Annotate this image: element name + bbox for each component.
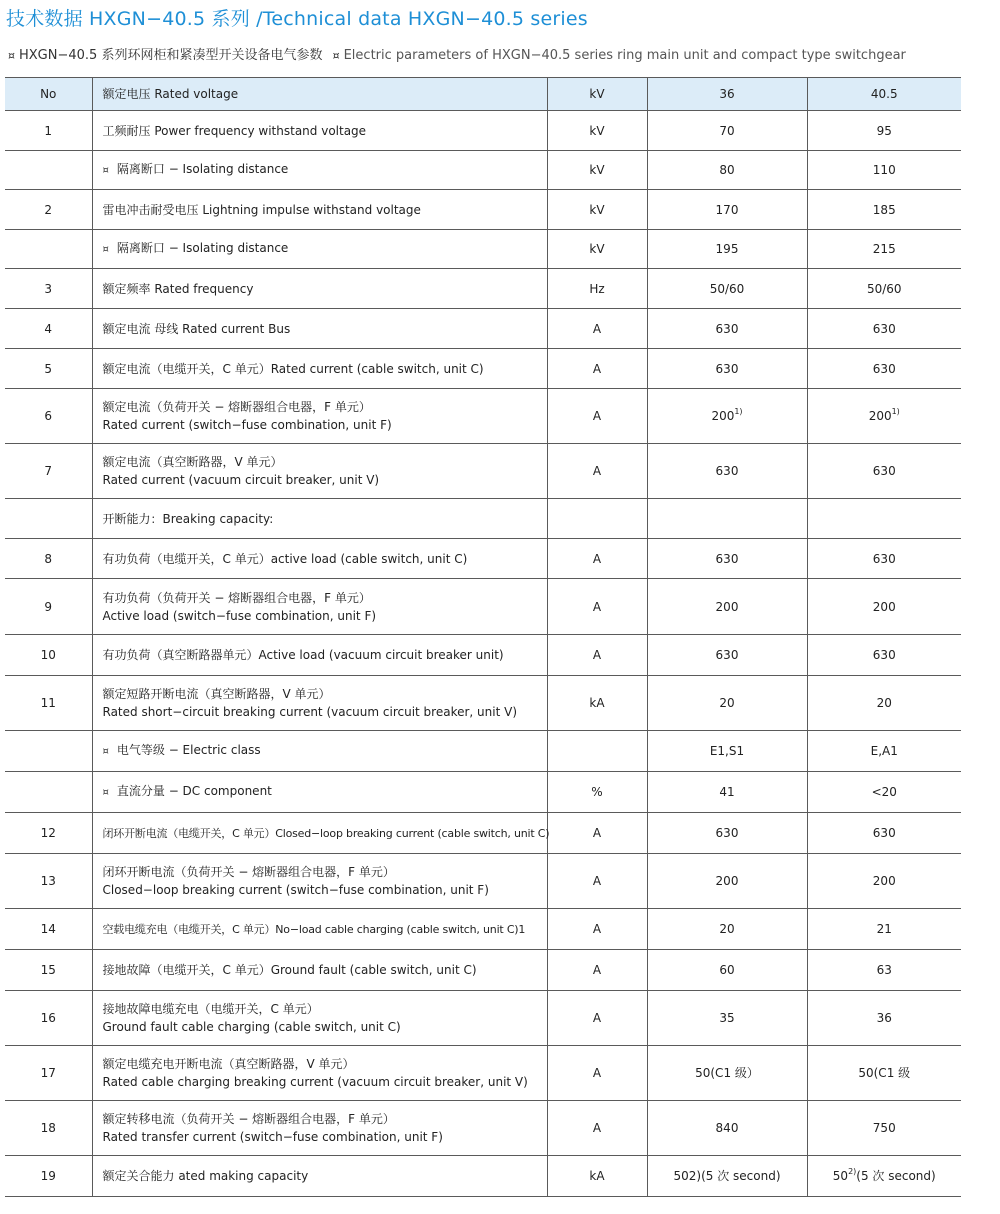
header-value-36: 36 [647,78,807,111]
row-value-40-5 [807,676,961,731]
row-value-40-5 [807,190,961,230]
value-text: 195 [715,242,739,256]
table-row [5,772,961,813]
table-row [5,635,961,676]
value-text: <20 [871,785,897,799]
row-value-40-5 [807,579,961,635]
parameter-label: 额定转移电流（负荷开关 − 熔断器组合电器，F 单元） [102,1112,395,1126]
row-number: 6 [5,389,92,444]
parameter-label: 有功负荷（真空断路器单元）Active load (vacuum circuit breaker unit) [102,648,504,662]
row-value-36 [647,1156,807,1197]
value-text: 185 [872,202,896,217]
value-text: 215 [872,242,896,256]
parameter-label: 隔离断口 − Isolating distance [116,241,289,255]
parameter-label: 额定电流（负荷开关 − 熔断器组合电器，F 单元） [102,400,371,414]
row-parameter [92,1156,547,1197]
table-row [5,499,961,539]
row-parameter [92,1101,547,1156]
value-text: 170 [715,202,739,217]
row-unit: kV [547,151,647,190]
row-value-40-5 [807,269,961,309]
row-unit: A [547,309,647,349]
row-value-40-5 [807,991,961,1046]
row-unit: kV [547,230,647,269]
parameter-label: 接地故障电缆充电（电缆开关，C 单元） [102,1002,319,1016]
row-parameter [92,676,547,731]
bullet-mark: ¤ [102,746,109,757]
value-text: 630 [715,464,739,478]
row-unit: A [547,1101,647,1156]
value-text: 200 [711,409,735,423]
value-text: 630 [872,551,896,566]
row-value-36 [647,499,807,539]
row-number: 16 [5,991,92,1046]
row-value-40-5 [807,349,961,389]
row-unit: % [547,772,647,813]
row-number: 18 [5,1101,92,1156]
row-value-36 [647,389,807,444]
parameter-label-en: Ground fault cable charging (cable switch, unit C) [102,1020,401,1034]
value-text: 630 [872,648,896,662]
row-parameter [92,111,547,151]
value-text: 21 [876,922,892,936]
bullet-mark: ¤ [332,49,340,62]
row-number: 8 [5,539,92,579]
row-unit [547,731,647,772]
parameter-label: 额定电缆充电开断电流（真空断路器，V 单元） [102,1057,355,1071]
parameter-label: 隔离断口 − Isolating distance [116,162,289,176]
value-text: 840 [715,1121,739,1135]
row-value-36 [647,854,807,909]
table-row [5,444,961,499]
value-text: 20 [719,696,735,710]
row-unit: A [547,909,647,950]
page-title: 技术数据 HXGN−40.5 系列 /Technical data HXGN−40.5 series [6,8,588,30]
technical-data-table [5,77,961,1197]
row-number: 1 [5,111,92,151]
row-value-36 [647,111,807,151]
row-parameter [92,854,547,909]
parameter-label: 电气等级 − Electric class [116,743,261,757]
value-text: 630 [872,826,896,840]
row-value-40-5 [807,389,961,444]
row-unit: Hz [547,269,647,309]
row-value-40-5 [807,909,961,950]
row-value-36 [647,269,807,309]
parameter-label-en: Rated current (switch−fuse combination, unit F) [102,418,392,432]
row-value-36 [647,579,807,635]
row-value-36 [647,1101,807,1156]
value-text: 20 [719,922,735,936]
subtitle-cn: HXGN−40.5 系列环网柜和紧凑型开关设备电气参数 [19,48,323,63]
parameter-label-en: Rated cable charging breaking current (vacuum circuit breaker, unit V) [102,1075,528,1089]
row-unit: A [547,539,647,579]
row-value-36 [647,539,807,579]
row-number: 17 [5,1046,92,1101]
row-value-40-5 [807,151,961,190]
value-text: 50 [832,1169,849,1183]
row-number: 11 [5,676,92,731]
value-text: 41 [719,785,735,799]
row-number: 13 [5,854,92,909]
value-text: 50/60 [866,281,902,296]
value-text: 200 [872,874,896,888]
row-number: 2 [5,190,92,230]
row-value-40-5 [807,1156,961,1197]
value-text: 80 [719,163,735,177]
parameter-label-en: Rated transfer current (switch−fuse combination, unit F) [102,1130,443,1144]
row-unit: A [547,991,647,1046]
value-text: 630 [872,361,896,376]
row-value-36 [647,772,807,813]
row-number: 10 [5,635,92,676]
row-number: 14 [5,909,92,950]
row-value-36 [647,1046,807,1101]
bullet-mark: ¤ [102,244,109,255]
row-number: 12 [5,813,92,854]
value-text: E,A1 [870,744,898,758]
row-value-40-5 [807,444,961,499]
row-parameter [92,269,547,309]
row-value-36 [647,813,807,854]
row-parameter [92,151,547,190]
parameter-label-en: Rated current (vacuum circuit breaker, unit V) [102,473,380,487]
row-parameter [92,731,547,772]
table-row [5,111,961,151]
table-row [5,854,961,909]
parameter-label: 闭环开断电流（电缆开关，C 单元）Closed−loop breaking current (cable switch, unit C) [102,826,550,840]
value-text: 200 [715,874,739,888]
table-row [5,579,961,635]
table-row [5,230,961,269]
table-row [5,1101,961,1156]
row-value-36 [647,230,807,269]
row-number [5,499,92,539]
table-row [5,1156,961,1197]
row-value-40-5 [807,772,961,813]
parameter-label: 直流分量 − DC component [116,784,272,798]
row-parameter [92,389,547,444]
parameter-label: 额定电流 母线 Rated current Bus [102,321,291,336]
row-value-36 [647,991,807,1046]
table-row [5,190,961,230]
parameter-label: 额定关合能力 ated making capacity [102,1169,309,1183]
parameter-label: 接地故障（电缆开关，C 单元）Ground fault (cable switch, unit C) [102,963,477,977]
table-row [5,909,961,950]
row-unit: A [547,389,647,444]
parameter-label: 雷电冲击耐受电压 Lightning impulse withstand voltage [102,202,421,217]
row-unit: A [547,349,647,389]
row-value-36 [647,349,807,389]
row-parameter [92,813,550,854]
header-no: No [5,78,92,111]
row-value-36 [647,190,807,230]
row-number: 5 [5,349,92,389]
row-unit [547,499,647,539]
row-parameter [92,579,547,635]
value-text: 63 [876,963,892,977]
subtitle-en: Electric parameters of HXGN−40.5 series ring main unit and compact type switchgear [343,48,906,63]
row-parameter [92,309,547,349]
table-row [5,389,961,444]
row-parameter [92,349,547,389]
row-unit: A [547,813,647,854]
value-text: 95 [876,123,892,138]
page-subtitle [8,44,906,63]
parameter-label-en: Rated short−circuit breaking current (vacuum circuit breaker, unit V) [102,705,517,719]
parameter-label: 闭环开断电流（负荷开关 − 熔断器组合电器，F 单元） [102,865,395,879]
value-text: 630 [715,361,739,376]
row-value-40-5 [807,950,961,991]
value-text: 630 [715,551,739,566]
row-parameter [92,190,547,230]
bullet-mark: ¤ [102,787,109,798]
value-tail: (5 次 second) [856,1169,936,1183]
row-parameter [92,991,547,1046]
value-text: 630 [715,826,739,840]
row-unit: kV [547,190,647,230]
row-unit: A [547,950,647,991]
row-value-36 [647,635,807,676]
row-unit: A [547,579,647,635]
row-number: 19 [5,1156,92,1197]
row-value-40-5 [807,813,961,854]
table-header-row [5,78,961,111]
value-text: 630 [715,648,739,662]
row-value-40-5 [807,499,961,539]
value-text: 50(C1 级 [858,1066,911,1080]
parameter-label: 有功负荷（负荷开关 − 熔断器组合电器，F 单元） [102,590,371,605]
value-text: 20 [876,696,892,710]
row-parameter [92,950,547,991]
value-text: 60 [719,963,735,977]
row-number: 4 [5,309,92,349]
row-number [5,731,92,772]
value-text: 70 [719,123,735,138]
row-number: 9 [5,579,92,635]
parameter-label-en: Closed−loop breaking current (switch−fuse combination, unit F) [102,883,489,897]
row-number: 3 [5,269,92,309]
footnote-mark: 1) [734,407,743,416]
row-value-36 [647,950,807,991]
table-row [5,269,961,309]
table-row [5,349,961,389]
value-text: 50(C1 级） [695,1066,759,1080]
parameter-label: 额定频率 Rated frequency [102,281,254,296]
parameter-label: 额定电流（电缆开关，C 单元）Rated current (cable switch, unit C) [102,361,484,376]
row-parameter [92,1046,547,1101]
row-value-40-5 [807,1101,961,1156]
header-parameter: 额定电压 Rated voltage [92,78,547,111]
row-value-36 [647,731,807,772]
parameter-label: 额定电流（真空断路器，V 单元） [102,455,283,469]
parameter-label: 额定短路开断电流（真空断路器，V 单元） [102,687,331,701]
row-value-40-5 [807,111,961,151]
row-parameter [92,230,547,269]
row-number [5,151,92,190]
row-parameter [92,772,547,813]
table-row [5,731,961,772]
table-row [5,1046,961,1101]
value-text: 36 [876,1011,892,1025]
table-row [5,151,961,190]
value-text: 630 [872,321,896,336]
value-text: 35 [719,1011,735,1025]
row-unit: kA [547,676,647,731]
row-number [5,772,92,813]
row-unit: A [547,1046,647,1101]
parameter-label: 工频耐压 Power frequency withstand voltage [102,123,367,138]
value-text: 200 [872,599,896,614]
row-unit: kA [547,1156,647,1197]
table-row [5,813,961,854]
value-text: 750 [872,1121,896,1135]
header-unit: kV [547,78,647,111]
value-text: 50/60 [709,281,745,296]
value-text: 630 [715,321,739,336]
parameter-label: 空载电缆充电（电缆开关，C 单元）No−load cable charging (cable switch, unit C)1 [102,922,526,936]
value-text: 110 [872,163,896,177]
parameter-label: 开断能力：Breaking capacity: [102,511,274,526]
row-parameter [92,539,547,579]
row-parameter [92,909,547,950]
row-value-40-5 [807,731,961,772]
value-text: E1,S1 [709,744,745,758]
row-value-36 [647,676,807,731]
value-text: 502)(5 次 second) [673,1169,781,1183]
row-value-40-5 [807,230,961,269]
bullet-mark: ¤ [8,49,15,62]
row-parameter [92,444,547,499]
header-value-40-5: 40.5 [807,78,961,111]
row-value-36 [647,151,807,190]
row-number: 7 [5,444,92,499]
row-number: 15 [5,950,92,991]
row-number [5,230,92,269]
row-parameter [92,499,547,539]
row-unit: A [547,444,647,499]
value-text: 200 [715,599,739,614]
footnote-mark: 1) [891,407,900,416]
table-row [5,539,961,579]
row-unit: A [547,854,647,909]
row-value-40-5 [807,854,961,909]
row-value-40-5 [807,309,961,349]
value-text: 630 [872,464,896,478]
table-row [5,991,961,1046]
value-text: 200 [868,409,892,423]
table-row [5,309,961,349]
row-value-40-5 [807,539,961,579]
bullet-mark: ¤ [102,165,109,176]
row-value-36 [647,909,807,950]
row-unit: kV [547,111,647,151]
parameter-label-en: Active load (switch−fuse combination, unit F) [102,608,377,623]
row-value-40-5 [807,1046,961,1101]
row-value-36 [647,444,807,499]
table-row [5,950,961,991]
parameter-label: 有功负荷（电缆开关，C 单元）active load (cable switch, unit C) [102,551,468,566]
footnote-mark: 2) [848,1167,857,1176]
row-value-36 [647,309,807,349]
table-row [5,676,961,731]
row-parameter [92,635,547,676]
row-value-40-5 [807,635,961,676]
row-unit: A [547,635,647,676]
